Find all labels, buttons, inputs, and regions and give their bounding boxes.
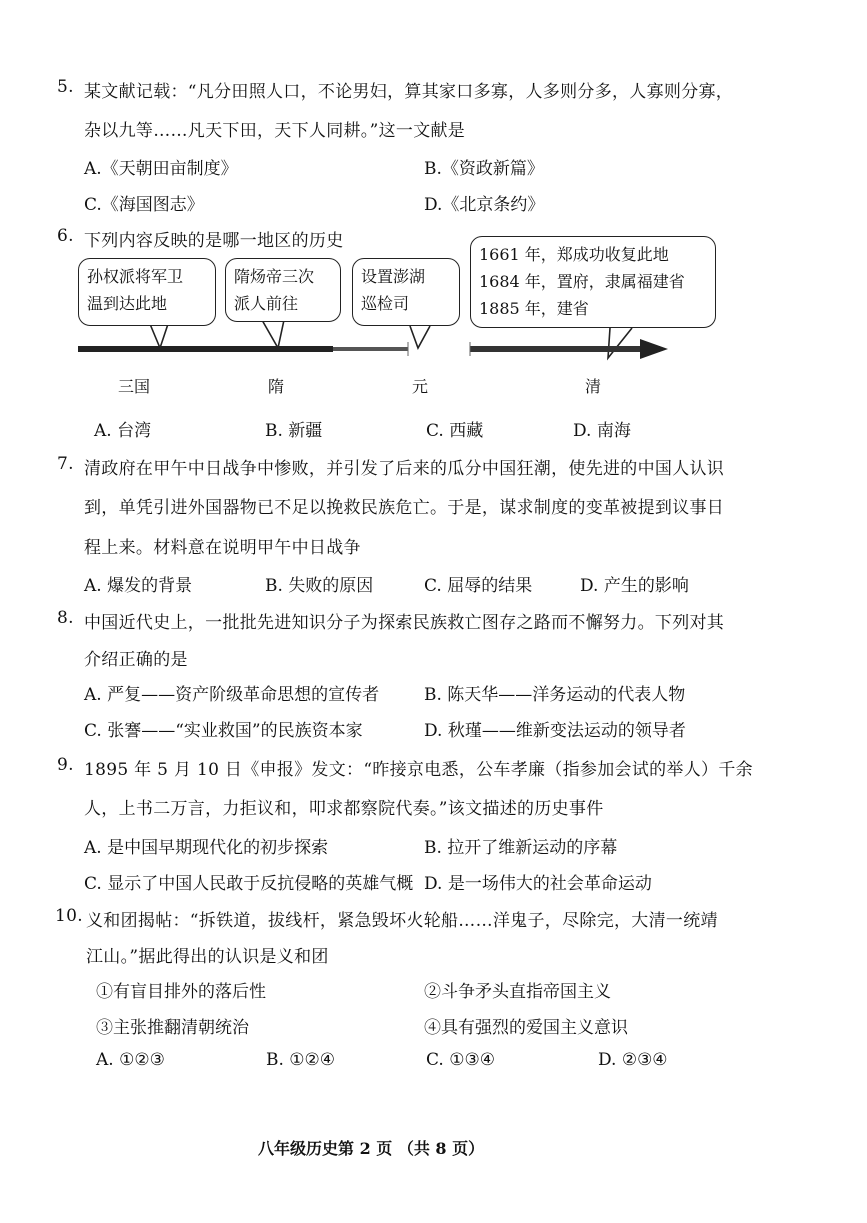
question-text-line: 中国近代史上，一批批先进知识分子为探索民族救亡图存之路而不懈努力。下列对其 <box>84 613 725 633</box>
question-text-line: 义和团揭帖：“拆铁道，拔线杆，紧急毁坏火轮船……洋鬼子，尽除完，大清一统靖 <box>86 911 718 931</box>
option-a: A. 爆发的背景 <box>84 576 193 596</box>
option-d: D. 是一场伟大的社会革命运动 <box>424 874 652 894</box>
question-text-line: 江山。”据此得出的认识是义和团 <box>86 947 329 967</box>
page-footer: 八年级历史第 2 页 （共 8 页） <box>258 1139 485 1158</box>
statement-4: ④具有强烈的爱国主义意识 <box>424 1018 628 1038</box>
option-c: C.《海国图志》 <box>84 195 204 215</box>
option-c: C. 显示了中国人民敢于反抗侵略的英雄气概 <box>84 874 414 894</box>
option-b: B. 新疆 <box>265 421 323 441</box>
timeline-bar-segment <box>470 346 660 352</box>
question-text-line: 1895 年 5 月 10 日《申报》发文：“昨接京电悉，公车孝廉（指参加会试的举人）千余 <box>84 760 753 780</box>
option-d: D.《北京条约》 <box>424 195 545 215</box>
bubble-tail <box>410 326 430 348</box>
bubble-line: 1885 年，建省 <box>479 299 589 318</box>
bubble-tail <box>262 320 284 348</box>
question-text-line: 到，单凭引进外国器物已不足以挽救民族危亡。于是，谋求制度的变革被提到议事日 <box>84 498 725 518</box>
statement-3: ③主张推翻清朝统治 <box>96 1018 249 1038</box>
option-b: B.《资政新篇》 <box>424 159 544 179</box>
option-b: B. 失败的原因 <box>265 576 374 596</box>
bubble-line: 派人前往 <box>234 294 299 313</box>
timeline-bubble-three-kingdoms <box>78 258 216 326</box>
option-c: C. 张謇——“实业救国”的民族资本家 <box>84 721 363 741</box>
bubble-line: 1661 年，郑成功收复此地 <box>479 245 669 264</box>
timeline-bubble-sui <box>225 258 341 322</box>
question-text-line: 程上来。材料意在说明甲午中日战争 <box>84 538 361 558</box>
timeline-bubble-yuan <box>352 258 460 326</box>
timeline-bar-segment <box>78 346 333 352</box>
question-text-line: 人，上书二万言，力拒议和，叩求都察院代奏。”该文描述的历史事件 <box>84 799 604 819</box>
option-b: B. 拉开了维新运动的序幕 <box>424 838 618 858</box>
option-a: A.《天朝田亩制度》 <box>84 159 238 179</box>
option-c: C. ①③④ <box>426 1050 495 1070</box>
option-b: B. 陈天华——洋务运动的代表人物 <box>424 685 686 705</box>
bubble-line: 设置澎湖 <box>361 267 426 286</box>
option-d: D. 秋瑾——维新变法运动的领导者 <box>424 721 686 741</box>
option-c: C. 屈辱的结果 <box>424 576 533 596</box>
question-number: 5. <box>57 77 74 97</box>
question-text-line: 某文献记载：“凡分田照人口，不论男妇，算其家口多寡，人多则分多，人寡则分寡， <box>84 82 734 102</box>
bubble-line: 1684 年，置府，隶属福建省 <box>479 272 685 291</box>
bubble-line: 孙权派将军卫 <box>87 267 184 286</box>
era-label: 隋 <box>268 377 285 396</box>
option-a: A. ①②③ <box>96 1050 165 1070</box>
bubble-line: 巡检司 <box>361 294 410 313</box>
era-label: 清 <box>585 377 602 396</box>
question-number: 10. <box>55 906 83 926</box>
question-number: 8. <box>57 608 74 628</box>
bubble-tail <box>608 328 632 358</box>
option-b: B. ①②④ <box>266 1050 336 1070</box>
question-number: 6. <box>57 226 74 246</box>
timeline-bar-segment <box>333 347 408 351</box>
statement-2: ②斗争矛头直指帝国主义 <box>424 982 611 1002</box>
question-text-line: 介绍正确的是 <box>84 650 188 670</box>
option-d: D. 南海 <box>573 421 631 441</box>
option-a: A. 台湾 <box>94 421 152 441</box>
bubble-tail <box>150 324 168 348</box>
option-d: D. ②③④ <box>598 1050 668 1070</box>
timeline-arrow <box>640 339 668 359</box>
question-text-line: 下列内容反映的是哪一地区的历史 <box>84 231 344 251</box>
option-a: A. 严复——资产阶级革命思想的宣传者 <box>84 685 380 705</box>
bubble-line: 隋炀帝三次 <box>234 267 315 286</box>
era-label: 元 <box>412 377 429 396</box>
bubble-line: 温到达此地 <box>87 294 168 313</box>
option-d: D. 产生的影响 <box>580 576 689 596</box>
question-number: 9. <box>57 755 74 775</box>
question-text-line: 清政府在甲午中日战争中惨败，并引发了后来的瓜分中国狂潮，使先进的中国人认识 <box>84 459 725 479</box>
question-text-line: 杂以九等……凡天下田，天下人同耕。”这一文献是 <box>84 121 466 141</box>
option-c: C. 西藏 <box>426 421 484 441</box>
option-a: A. 是中国早期现代化的初步探索 <box>84 838 329 858</box>
statement-1: ①有盲目排外的落后性 <box>96 982 266 1002</box>
question-number: 7. <box>57 454 74 474</box>
timeline-bubble-qing <box>470 236 716 328</box>
era-label: 三国 <box>118 377 151 396</box>
